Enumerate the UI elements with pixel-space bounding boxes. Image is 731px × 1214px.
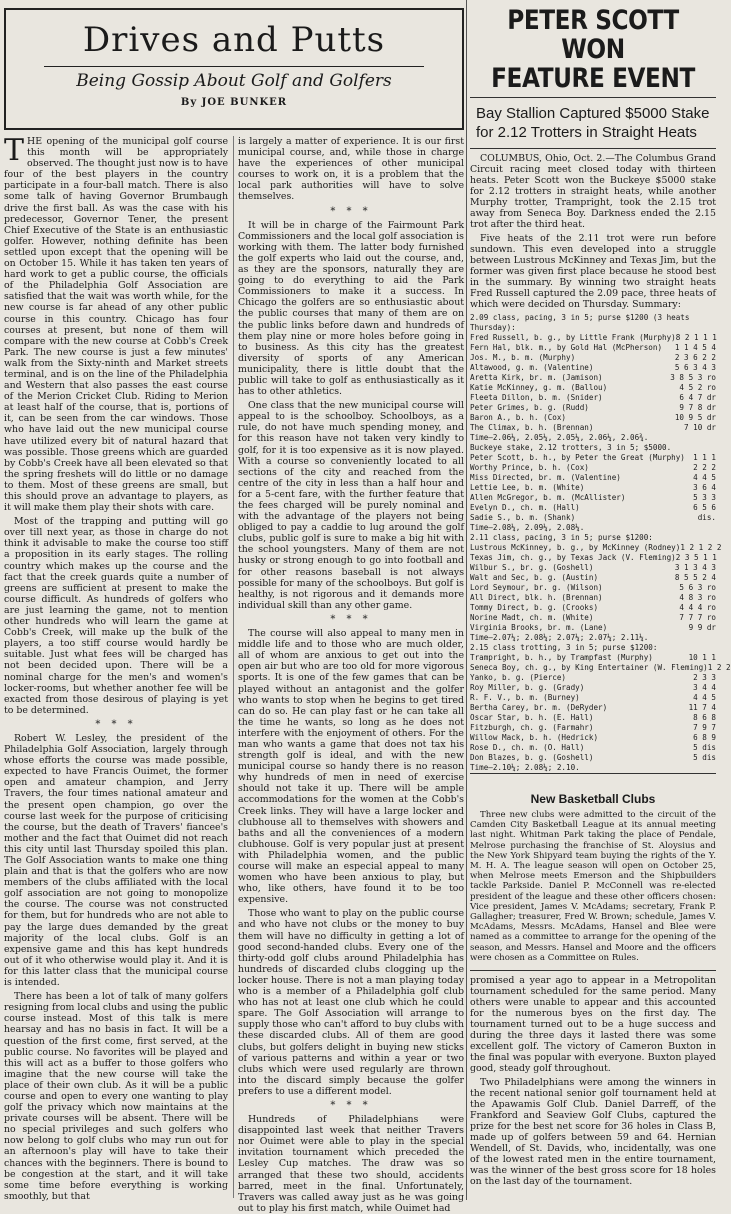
summary-entry: R. F. V., b. m. (Burney) (470, 693, 580, 702)
article-title: Drives and Putts (82, 20, 386, 60)
article-paragraph: It will be in charge of the Fairmount Park Commissioners and the local golf association is working with them. The latter body furnished the golf experts who laid out the course, and, as they are the sponsors, naturally they are going to do everything to aid the Park Commissioners to make it a success. In Chicago the golfers are so enthusiastic about the public courses that many of them are on the public links before dawn and hundreds of them play nine or more holes before going in to business. As this city has the greatest diversity of sports of any American municipality, there is little doubt that the public will take to golf as enthusiastically as it has to other athletics. (238, 219, 464, 398)
summary-row (470, 573, 716, 583)
race-summary (470, 313, 731, 773)
summary-result: 5 3 3 (693, 493, 716, 502)
section-separator: * * * (95, 718, 137, 730)
summary-row (470, 413, 716, 423)
summary-row (470, 693, 716, 703)
summary-result: 5 dis (693, 753, 716, 762)
summary-entry: Bertha Carey, br. m. (DeRyder) (470, 703, 608, 712)
headline-line-1: PETER SCOTT WON (507, 5, 679, 65)
summary-result: 4 5 2 ro (679, 383, 716, 392)
summary-entry: Jos. M., b. m. (Murphy) (470, 353, 576, 362)
story-paragraph: promised a year ago to appear in a Metropolitan tournament scheduled for the same period. Many others were unable to appear and this accounted for the numerous byes on the first day. The tournament turned out to be a huge success and during the three days it lasted there was some excellent golf. The victory of Cameron Buxton in the final was popular with everyone. Buxton played good, steady golf throughout. (470, 975, 716, 1075)
summary-entry: The Climax, b. h. (Brennan) (470, 423, 594, 432)
golf-continued (470, 975, 716, 1187)
summary-row (470, 453, 716, 463)
article-paragraph: Most of the trapping and putting will go over till next year, as those in charge do not think it advisable to make the course too stiff a proposition in its early stages. The rolling country which makes up the course and the fact that the creek guards quite a number of greens are sufficient at present to make the course difficult. As hundreds of golfers who are just learning the game, not to mention other hundreds who will learn the game at Cobb's Creek, will make up the bulk of the players, a too stiff course would hardly be suitable. Just what fees will be charged has not been decided upon. There will be a nominal charge for the men's and women's locker-rooms, but whether another fee will be exacted from those desirous of playing is yet to be determined. (4, 516, 228, 716)
summary-entry: Don Blazes, b. g. (Goshell) (470, 753, 594, 762)
summary-row (470, 583, 716, 593)
summary-row (470, 383, 716, 393)
summary-row (470, 343, 716, 353)
title-rule (44, 66, 424, 67)
summary-row (470, 363, 716, 373)
article-byline: By JOE BUNKER (180, 97, 288, 108)
summary-row (470, 703, 716, 713)
summary-entry: Norine Madt, ch. m. (White) (470, 613, 594, 622)
headline-line-2: FEATURE EVENT (491, 63, 695, 94)
summary-result: 1 1 1 (693, 453, 716, 462)
summary-row (470, 443, 716, 453)
summary-entry: Virginia Brooks, br. m. (Lane) (470, 623, 608, 632)
summary-entry: Time—2.08¼, 2.09¼, 2.08¼. (470, 523, 585, 532)
summary-result: 8 5 5 2 4 (674, 573, 716, 582)
summary-result: 7 10 dr (683, 423, 716, 432)
summary-result: 1 1 4 5 4 (674, 343, 716, 352)
summary-row (470, 483, 716, 493)
summary-result: 4 8 3 ro (679, 593, 716, 602)
racing-headline (487, 6, 699, 93)
summary-row (470, 373, 716, 383)
summary-entry: Allen McGregor, b. m. (McAllister) (470, 493, 626, 502)
summary-entry: Worthy Prince, b. h. (Cox) (470, 463, 589, 472)
article-paragraph: Hundreds of Philadelphians were disappointed last week that neither Travers nor Ouimet were able to play in the special invitation tournament which preceded the Lesley Cup matches. The draw was so arranged that these two should, accidents barred, meet in the final. Unfortunately, Travers was called away just as he was going out to play his first match, while Ouimet had (238, 1114, 464, 1214)
section-separator: * * * (330, 613, 372, 625)
summary-result: 1 2 1 2 2 (680, 543, 722, 552)
summary-result: 2 3 5 1 1 (675, 553, 717, 562)
summary-row (470, 503, 716, 513)
summary-entry: Texas Jim, ch. g., by Texas Jack (V. Fleming) (470, 553, 676, 562)
story-paragraph: Three new clubs were admitted to the circuit of the Camden City Basketball League at its annual meeting last night. Whitman Park taking the place of Pendale, Melrose purchasing the franchise of St. Aloysius and the New York Shipyard team buying the rights of the Y. M. H. A. The league season will open on October 25, when Melrose meets Emerson and the Shipbuilders tackle Parkside. Daniel P. McConnell was re-elected president of the league and these other officers chosen: Vice president, James V. McAdams; secretary, Frank P. Gallagher; treasurer, Fred W. Brown; schedule, James V. McAdams, Messrs. McAdams, Hansel and Blee were named as a committee to arrange for the opening of the season, and Messrs. Hansel and Moore and the officers were chosen as a Committee on Rules. (470, 810, 716, 963)
article-masthead (4, 8, 464, 130)
story-paragraph: COLUMBUS, Ohio, Oct. 2.—The Columbus Grand Circuit racing meet closed today with thirteen heats. Peter Scott won the Buckeye $5000 stake for 2.12 trotters in straight heats, while another Murphy trotter, Trampright, took the 2.15 trot away from Seneca Boy. Darkness ended the 2.15 trot after the third heat. (470, 153, 716, 230)
summary-row (470, 633, 716, 643)
basketball-story (470, 810, 716, 963)
summary-entry: Fitzburgh, ch. g. (Farmahr) (470, 723, 594, 732)
racing-deck: Bay Stallion Captured $5000 Stake for 2.12 Trotters in Straight Heats (476, 105, 710, 141)
summary-entry: 2.11 class, pacing, 3 in 5; purse $1200: (470, 533, 653, 542)
column-rule (233, 136, 234, 1198)
summary-result: 3 4 4 (693, 683, 716, 692)
summary-result: 10 1 1 (688, 653, 716, 662)
summary-entry: Fred Russell, b. g., by Little Frank (Murphy) (470, 333, 676, 342)
summary-entry: Buckeye stake, 2.12 trotters, 3 in 5; $5000. (470, 443, 672, 452)
article-paragraph: Robert W. Lesley, the president of the Philadelphia Golf Association, largely through whose efforts the course was made possible, expected to have Francis Ouimet, the former open and amateur champion, and Jerry Travers, the four times national amateur and the present open champion, go over the course last week for the purpose of criticising the course, but the death of Travers' fiancee's mother and the fact that Ouimet did not reach this city until last Thursday spoiled this plan. The Golf Association wants to make one thing plain and that is that the golfers who are now members of the clubs affiliated with the local golf association are not going to monopolize the course. The course was not constructed for them, but for hundreds who are not able to pay the large dues demanded by the great majority of the local clubs. Golf is an expensive game and this has kept hundreds out of it who otherwise would play it. And it is for this latter class that the municipal course is intended. (4, 732, 228, 989)
article-paragraph: There has been a lot of talk of many golfers resigning from local clubs and using the public course instead. Most of this talk is mere hearsay and has no basis in fact. It will be a question of the first come, first served, at the public course. No favorites will be played and this will act as a buffer to those golfers who imagine that the new course will take the place of their own club. As it will be a public course and open to every one wanting to play golf the privacy which now maintains at the private courses will be absent. There will be no special privileges and such golfers who now belong to golf clubs who may run out for an afternoon's play will have to take their chances with the beginners. There is bound to be congestion at the start, and it will take some time before everything is working smoothly, but that (4, 991, 228, 1202)
summary-result: 8 2 1 1 1 (675, 333, 717, 342)
summary-result: 11 7 4 (688, 703, 716, 712)
summary-result: 2 3 3 (693, 673, 716, 682)
summary-entry: Lustrous McKinney, b. g., by McKinney (Rodney) (470, 543, 681, 552)
summary-row (470, 673, 716, 683)
summary-entry: Rose D., ch. m. (O. Hall) (470, 743, 585, 752)
section-separator: * * * (330, 1099, 372, 1111)
article-paragraph: The course will also appeal to many men in middle life and to those who are much older, all of whom are anxious to get out into the open air but who are too old for more vigorous sports. It is one of the few games that can be played without an antagonist and the golfer who wants to stop when he begins to get tired can do so. He can play fast or he can take all the time he wants, so long as he does not interfere with the enjoyment of others. For the man who wants a game that does not tax his strength golf is ideal, and with the new municipal course so handy there is no reason why hundreds of men in need of exercise should not take it up. There will be ample accommodations for the women at the Cobb's Creek links. They will have a large locker and clubhouse all to themselves with showers and baths and all the conveniences of a modern clubhouse. Golf is very popular just at present with Philadelphia women, and the public course will make an especial appeal to many women who have been anxious to play, but who, like others, have found it to be too expensive. (238, 628, 464, 906)
summary-row (470, 753, 716, 763)
summary-row (470, 473, 716, 483)
summary-entry: Wilbur S., br. g. (Goshell) (470, 563, 594, 572)
deck-rule (470, 148, 716, 149)
summary-result: 6 5 6 (693, 503, 716, 512)
summary-result: 9 7 8 dr (679, 403, 716, 412)
summary-result: 1 2 2 (707, 663, 731, 672)
summary-row (470, 493, 716, 503)
summary-row (470, 553, 716, 563)
summary-entry: All Direct, blk. h. (Brennan) (470, 593, 603, 602)
summary-entry: Time—2.06¼, 2.05¼, 2.05¼, 2.06¼, 2.06¾. (470, 433, 649, 442)
basketball-title: New Basketball Clubs (530, 792, 656, 806)
summary-result: 7 7 7 ro (679, 613, 716, 622)
story-paragraph: Two Philadelphians were among the winners in the recent national senior golf tournament held at the Apawamis Golf Club. Daniel Darreff, of the Frankford and Seaview Golf Clubs, captured the prize for the best net score for 36 holes in Class B, made up of golfers between 59 and 64. Hernian Wendell, of St. Davids, who, incidentally, was one of the lowest rated men in the entire tournament, was the winner of the best gross score for 18 holes on the last day of the tournament. (470, 1077, 716, 1188)
summary-row (470, 623, 716, 633)
summary-entry: Willow Mack, b. h. (Hedrick) (470, 733, 599, 742)
summary-row (470, 393, 716, 403)
summary-row (470, 723, 716, 733)
summary-entry: Oscar Star, b. h. (E. Hall) (470, 713, 594, 722)
summary-row (470, 423, 716, 433)
summary-entry: Peter Scott, b. h., by Peter the Great (Murphy) (470, 453, 685, 462)
summary-entry: Baron A., b. h. (Cox) (470, 413, 567, 422)
summary-result: 2 2 2 (693, 463, 716, 472)
summary-entry: Sadie S., b. m. (Shank) (470, 513, 576, 522)
summary-row (470, 743, 716, 753)
summary-row (470, 353, 716, 363)
summary-row (470, 463, 716, 473)
article-paragraph: is largely a matter of experience. It is our first municipal course, and, while those in charge have the experiences of other municipal courses to work on, it is a problem that the local park authorities will have to solve themselves. (238, 136, 464, 203)
summary-result: 5 dis (693, 743, 716, 752)
summary-result: 5 6 3 4 3 (674, 363, 716, 372)
summary-result: 4 4 5 (693, 473, 716, 482)
summary-entry: Miss Directed, br. m. (Valentine) (470, 473, 621, 482)
summary-result: 4 4 4 ro (679, 603, 716, 612)
summary-entry: Tommy Direct, b. g. (Crooks) (470, 603, 599, 612)
summary-result: 8 6 8 (693, 713, 716, 722)
golf-article (4, 2, 464, 1214)
summary-row (470, 733, 716, 743)
summary-row (470, 403, 716, 413)
summary-result: 6 8 9 (693, 733, 716, 742)
summary-row (470, 653, 716, 663)
summary-entry: Trampright, b. h., by Trampfast (Murphy) (470, 653, 653, 662)
summary-entry: Lettie Lee, b. m. (White) (470, 483, 585, 492)
summary-row (470, 663, 731, 673)
racing-sidebar (470, 2, 731, 1198)
summary-row (470, 763, 716, 773)
article-paragraph: THE opening of the municipal golf course this month will be appropriately observed. The thought just now is to have four of the best players in the country participate in a four-ball match. There is also some talk of having Governor Brumbaugh drive the first ball. As was the case with his predecessor, Governor Tener, the present Chief Executive of the State is an enthusiastic golfer. However, nothing definite has been settled upon except that the opening will be on October 15. While it has taken ten years of hard work to get a public course, the officials of the Philadelphia Golf Association are satisfied that the wait was worth while, for the new course is far ahead of any other public course in this country. Chicago has four courses at present, but none of them will compare with the new course at Cobb's Creek Park. The new course is just a few minutes' walk from the Sixty-ninth and Market streets terminal, and is on the line of the Philadelphia and Western that also passes the east course of the Merion Cricket Club. Riding to Merion at least half of the course, that is, portions of it, can be seen from the car windows. Those who have laid out the new municipal course have utilized every bit of natural hazard that was possible. Those greens which are guarded by Cobb's Creek have all been elevated so that the spring freshets will do little or no damage to them. Most of these greens are small, but this should prove an advantage to players, as it will make them play their shots with care. (4, 133, 228, 514)
summary-result: dis. (697, 513, 716, 522)
summary-entry: Time—2.07¼; 2.08¼; 2.07¼; 2.07¼; 2.11¼. (470, 633, 649, 642)
summary-row (470, 513, 716, 523)
summary-entry: Lord Seymour, br. g. (Wilson) (470, 583, 603, 592)
summary-entry: Fern Hal, blk. m., by Gold Hal (McPherson) (470, 343, 663, 352)
summary-row (470, 533, 716, 543)
summary-entry: Peter Grimes, b. g. (Rudd) (470, 403, 589, 412)
summary-row (470, 593, 716, 603)
summary-entry: Roy Miller, b. g. (Grady) (470, 683, 585, 692)
summary-row (470, 523, 716, 533)
summary-row (470, 433, 716, 443)
summary-entry: Yanko, b. g. (Pierce) (470, 673, 567, 682)
drop-cap: T (4, 133, 25, 168)
racing-story (470, 153, 716, 310)
summary-entry: Katie McKinney, g. m. (Ballou) (470, 383, 608, 392)
summary-entry: Fleeta Dillon, b. m. (Snider) (470, 393, 603, 402)
summary-result: 4 4 5 (693, 693, 716, 702)
headline-rule (470, 97, 716, 98)
summary-result: 7 9 7 (693, 723, 716, 732)
summary-entry: Altawood, g. m. (Valentine) (470, 363, 594, 372)
summary-row (470, 563, 716, 573)
article-column-1 (4, 133, 228, 1202)
section-separator: * * * (330, 205, 372, 217)
summary-entry: Seneca Boy, ch. g., by King Entertainer (W. Fleming) (470, 663, 708, 672)
article-subtitle: Being Gossip About Golf and Golfers (76, 71, 392, 91)
summary-entry: 2.15 class trotting, 3 in 5; purse $1200: (470, 643, 658, 652)
summary-result: 3 6 4 (693, 483, 716, 492)
summary-entry: Evelyn D., ch. m. (Hall) (470, 503, 580, 512)
article-paragraph: Those who want to play on the public course and who have not clubs or the money to buy them will have no difficulty in getting a lot of good second-handed clubs. Every one of the thirty-odd golf clubs around Philadelphia has hundreds of discarded clubs clogging up the locker house. There is not a man playing today who is a member of a Philadelphia golf club who has not at least one club which he could spare. The Golf Association will arrange to supply those who can't afford to buy clubs with these discarded clubs. All of them are good clubs, but golfers delight in buying new sticks of various patterns and within a year or two clubs which were used regularly are thrown into the discard simply because the golfer prefers to use a different model. (238, 908, 464, 1097)
summary-result: 6 4 7 dr (679, 393, 716, 402)
summary-result: 3 8 5 3 ro (670, 373, 716, 382)
story-paragraph: Five heats of the 2.11 trot were run before sundown. This even developed into a struggle between Lustrous McKinney and Texas Jim, but the former was given first place because he stood best in the summary. By winning two straight heats Fred Russell captured the 2.09 pace, three heats of which were decided on Thursday. Summary: (470, 233, 716, 310)
basketball-box (470, 773, 716, 971)
summary-row (470, 713, 716, 723)
summary-row (470, 543, 722, 553)
summary-row (470, 313, 716, 333)
summary-row (470, 603, 716, 613)
summary-entry: 2.09 class, pacing, 3 in 5; purse $1200 (3 heats Thursday): (470, 313, 690, 332)
article-columns (4, 133, 464, 1214)
summary-row (470, 333, 716, 343)
summary-result: 3 1 3 4 3 (674, 563, 716, 572)
summary-result: 5 6 3 ro (679, 583, 716, 592)
summary-result: 9 9 dr (688, 623, 716, 632)
summary-entry: Time—2.10¼; 2.08¼; 2.10. (470, 763, 580, 772)
summary-row (470, 613, 716, 623)
summary-row (470, 643, 716, 653)
page-column-rule (466, 0, 467, 1200)
summary-entry: Walt and Sec, b. g. (Austin) (470, 573, 599, 582)
summary-entry: Aretta Kirk, br. m. (Jamison) (470, 373, 603, 382)
article-column-2 (238, 136, 464, 1214)
article-paragraph: One class that the new municipal course will appeal to is the schoolboy. Schoolboys, as a rule, do not have much spending money, and for this reason have not taken very kindly to golf, for it is too expensive as it is now played. With a course so conveniently located to all sections of the city and reached from the centre of the city in less than a half hour and for a 5-cent fare, with the further feature that the fees charged will be purely nominal and with the advantage of the players not being obliged to pay a caddie to lug around the golf clubs, public golf is sure to make a big hit with the school youngsters. Many of them are not husky or strong enough to go into football and for other reasons baseball is not always possible for many of the schoolboys. But golf is healthy, is not rigorous and it demands more individual skill than any other game. (238, 400, 464, 611)
summary-result: 2 3 6 2 2 (674, 353, 716, 362)
summary-row (470, 683, 716, 693)
summary-result: 10 9 5 dr (674, 413, 716, 422)
